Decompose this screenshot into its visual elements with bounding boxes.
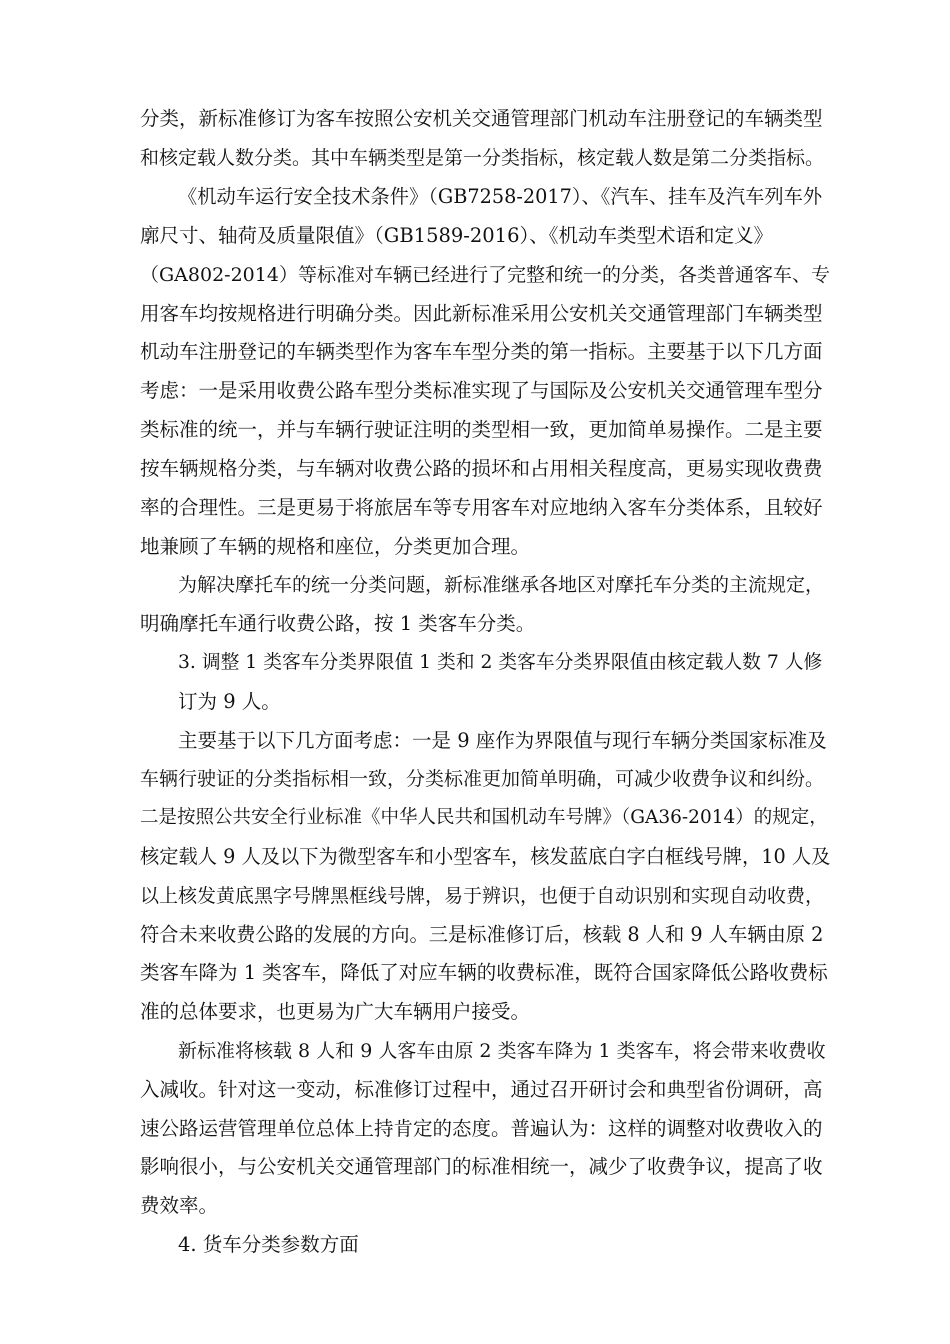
- text-line: 为解决摩托车的统一分类问题，新标准继承各地区对摩托车分类的主流规定，: [178, 574, 825, 596]
- text-line: 《机动车运行安全技术条件》（GB7258-2017）、《汽车、挂车及汽车列车外: [178, 185, 823, 208]
- section-heading: 3. 调整 1 类客车分类界限值 1 类和 2 类客车分类界限值由核定载人数 7 人修: [178, 652, 823, 673]
- text-line: 二是按照公共安全行业标准《中华人民共和国机动车号牌》（GA36-2014）的规定，: [140, 807, 828, 828]
- text-line: 费效率。: [140, 1194, 219, 1217]
- text-line: 廓尺寸、轴荷及质量限值》（GB1589-2016）、《机动车类型术语和定义》: [140, 224, 773, 247]
- text-line: 类标准的统一，并与车辆行驶证注明的类型相一致，更加简单易操作。二是主要: [140, 418, 823, 441]
- section-heading: 订为 9 人。: [178, 690, 281, 713]
- text-line: 以上核发黄底黑字号牌黑框线号牌，易于辨识，也便于自动识别和实现自动收费，: [140, 885, 825, 907]
- text-line: 新标准将核载 8 人和 9 人客车由原 2 类客车降为 1 类客车，将会带来收费收: [178, 1040, 826, 1062]
- text-line: 类客车降为 1 类客车，降低了对应车辆的收费标准，既符合国家降低公路收费标: [140, 961, 828, 984]
- text-line: 用客车均按规格进行明确分类。因此新标准采用公安机关交通管理部门车辆类型: [140, 302, 823, 325]
- text-line: 入减收。针对这一变动，标准修订过程中，通过召开研讨会和典型省份调研，高: [140, 1078, 823, 1101]
- text-line: 机动车注册登记的车辆类型作为客车车型分类的第一指标。主要基于以下几方面: [140, 340, 823, 363]
- text-line: 考虑：一是采用收费公路车型分类标准实现了与国际及公安机关交通管理车型分: [140, 379, 823, 402]
- text-line: 准的总体要求，也更易为广大车辆用户接受。: [140, 1000, 531, 1023]
- text-line: （GA802-2014）等标准对车辆已经进行了完整和统一的分类，各类普通客车、专: [140, 264, 830, 286]
- text-line: 影响很小，与公安机关交通管理部门的标准相统一，减少了收费争议，提高了收: [140, 1155, 823, 1178]
- text-line: 和核定载人数分类。其中车辆类型是第一分类指标，核定载人数是第二分类指标。: [140, 147, 825, 169]
- text-line: 明确摩托车通行收费公路，按 1 类客车分类。: [140, 612, 536, 635]
- text-line: 分类，新标准修订为客车按照公安机关交通管理部门机动车注册登记的车辆类型: [140, 107, 823, 130]
- section-heading: 4. 货车分类参数方面: [178, 1233, 359, 1256]
- text-line: 主要基于以下几方面考虑：一是 9 座作为界限值与现行车辆分类国家标准及: [178, 729, 827, 752]
- text-line: 按车辆规格分类，与车辆对收费公路的损坏和占用相关程度高，更易实现收费费: [140, 457, 823, 480]
- text-line: 速公路运营管理单位总体上持肯定的态度。普遍认为：这样的调整对收费收入的: [140, 1117, 823, 1140]
- text-line: 率的合理性。三是更易于将旅居车等专用客车对应地纳入客车分类体系，且较好: [140, 496, 823, 519]
- text-line: 地兼顾了车辆的规格和座位，分类更加合理。: [140, 535, 531, 558]
- text-line: 符合未来收费公路的发展的方向。三是标准修订后，核载 8 人和 9 人车辆由原 2: [140, 923, 824, 946]
- text-line: 车辆行驶证的分类指标相一致，分类标准更加简单明确，可减少收费争议和纠纷。: [140, 768, 825, 790]
- text-line: 核定载人 9 人及以下为微型客车和小型客车，核发蓝底白字白框线号牌，10 人及: [140, 845, 831, 868]
